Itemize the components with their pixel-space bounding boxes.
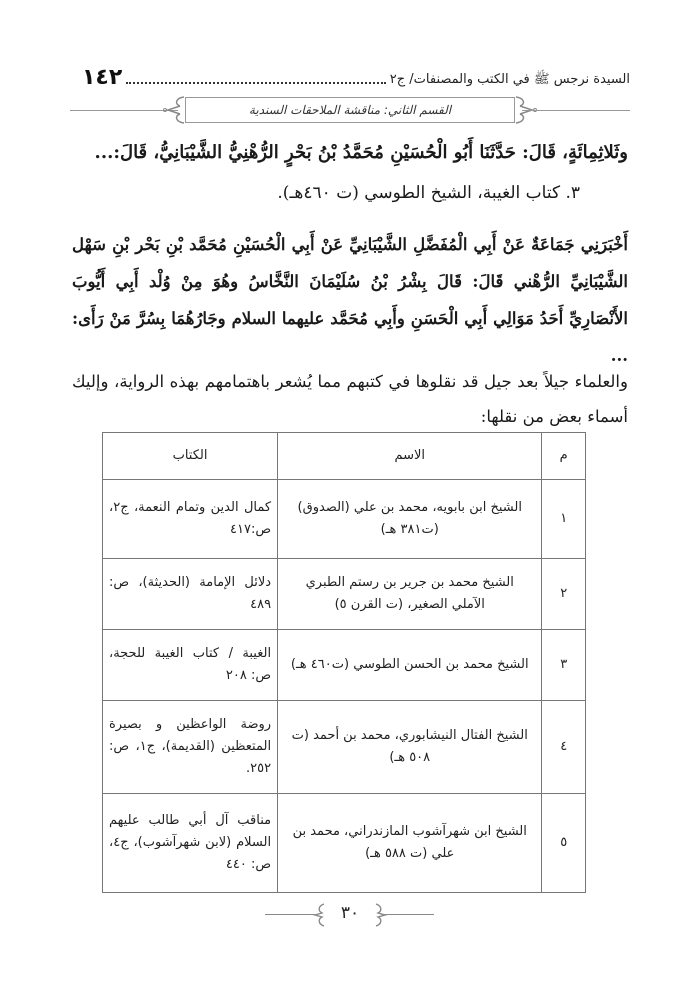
row-name: الشيخ محمد بن جرير بن رستم الطبري الآملي الصغير، (ت القرن ٥): [278, 559, 542, 630]
row-name: الشيخ ابن بابويه، محمد بن علي (الصدوق) (ت٣٨١ هـ): [278, 480, 542, 559]
row-name: الشيخ محمد بن الحسن الطوسي (ت٤٦٠ هـ): [278, 630, 542, 701]
header-num: م: [542, 433, 586, 480]
running-head: [82, 64, 630, 90]
row-num: ٥: [542, 794, 586, 893]
row-book: كمال الدين وتمام النعمة، ج٢، ص:٤١٧: [103, 480, 278, 559]
ornament-left-icon: [160, 94, 186, 126]
row-book: دلائل الإمامة (الحديثة)، ص: ٤٨٩: [103, 559, 278, 630]
running-head-title: السيدة نرجس ﷺ في الكتب والمصنفات/ ج٢: [389, 72, 630, 87]
section-banner: [70, 91, 630, 129]
row-book: روضة الواعظين و بصيرة المتعظين (القديمة)، ج١، ص: ٢٥٢.: [103, 701, 278, 794]
row-num: ٢: [542, 559, 586, 630]
leader-dots: [126, 82, 385, 84]
table-row: [103, 480, 586, 559]
folio: [0, 900, 700, 930]
running-head-page-number: ١٤٢: [82, 65, 123, 90]
table-row: [103, 630, 586, 701]
source-heading: ٣. كتاب الغيبة، الشيخ الطوسي (ت ٤٦٠هـ).: [277, 183, 580, 203]
table-row: [103, 559, 586, 630]
row-num: ١: [542, 480, 586, 559]
section-title-box: [185, 97, 515, 123]
row-num: ٣: [542, 630, 586, 701]
banner-rule-right: [522, 110, 630, 111]
table-header-row: [103, 433, 586, 480]
folio-rule-right: [384, 914, 434, 915]
folio-ornament-right-icon: [372, 902, 388, 928]
row-num: ٤: [542, 701, 586, 794]
transmitters-table: [102, 432, 586, 893]
header-book: الكتاب: [103, 433, 278, 480]
table-row: [103, 701, 586, 794]
row-name: الشيخ الفتال النيشابوري، محمد بن أحمد (ت ٥٠٨ هـ): [278, 701, 542, 794]
hadith-quote: أَخْبَرَنِي جَمَاعَةٌ عَنْ أَبِي الْمُفَضَّلِ الشَّيْبَانِيِّ عَنْ أَبِي الْحُسَيْنِ مُحَمَّد بْنِ بَحْر بْنِ سَهْل الشَّيْبَانِيِّ الرُّهْني قَالَ: قَالَ بِشْرُ بْنُ سُلَيْمَانَ النَّخَّاسُ وهُوَ مِنْ وُلْد أَبِي أَيُّوبَ الأَنْصَارِيِّ أَحَدُ مَوَالِي أَبِي الْحَسَنِ وأَبِي مُحَمَّد عليهما السلام وجَارُهُمَا بِسُرَّ مَنْ رَأَى: ...: [72, 235, 628, 365]
row-book: الغيبة / كتاب الغيبة للحجة، ص: ٢٠٨: [103, 630, 278, 701]
section-title: القسم الثاني: مناقشة الملاحقات السندية: [248, 103, 452, 117]
header-name: الاسم: [278, 433, 542, 480]
folio-page-number: ٣٠: [340, 903, 360, 923]
folio-ornament-left-icon: [312, 902, 328, 928]
row-book: مناقب آل أبي طالب عليهم السلام (لابن شهرآشوب)، ج٤، ص: ٤٤٠: [103, 794, 278, 893]
intro-paragraph: والعلماء جيلاً بعد جيل قد نقلوها في كتبهم مما يُشعر باهتمامهم بهذه الرواية، وإليك أسماء بعض من نقلها:: [72, 372, 628, 426]
table-row: [103, 794, 586, 893]
row-name: الشيخ ابن شهرآشوب المازندراني، محمد بن علي (ت ٥٨٨ هـ): [278, 794, 542, 893]
quote-continuation: وثَلاثِمِائَةٍ، قَالَ: حَدَّثَنَا أَبُو الْحُسَيْنِ مُحَمَّدُ بْنُ بَحْرٍ الرُّهْنِيُّ الشَّيْبَانِيُّ، قَالَ:...: [94, 142, 628, 163]
folio-rule-left: [265, 914, 315, 915]
